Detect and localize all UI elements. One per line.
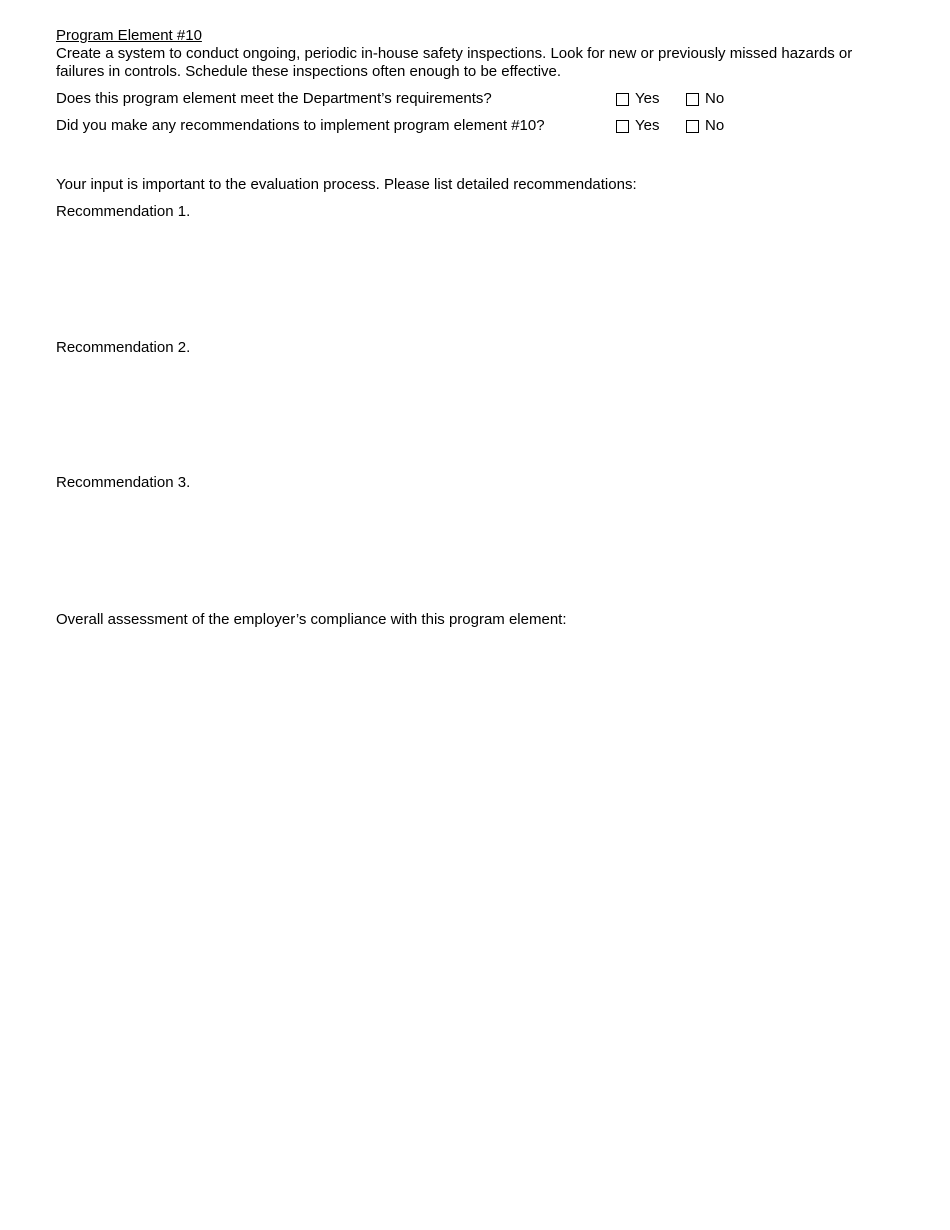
question-row-recommendations [56, 116, 896, 136]
question-row-requirements [56, 89, 896, 109]
description-line-1: Create a system to conduct ongoing, periodic in-house safety inspections. Look for new or previously missed hazards or [56, 45, 853, 62]
no-label: No [705, 117, 725, 134]
choice-no[interactable] [686, 89, 724, 109]
question-text: Does this program element meet the Department’s requirements? [56, 90, 492, 107]
program-element-description [56, 45, 896, 81]
program-element-heading: Program Element #10 [56, 27, 202, 44]
question-text: Did you make any recommendations to implement program element #10? [56, 117, 545, 134]
yes-checkbox[interactable] [616, 120, 629, 133]
choice-yes[interactable] [616, 89, 659, 109]
recommendations-intro: Your input is important to the evaluation process. Please list detailed recommendations: [56, 176, 637, 193]
form-page [56, 27, 896, 628]
choice-yes[interactable] [616, 116, 659, 136]
no-checkbox[interactable] [686, 120, 699, 133]
description-line-2: failures in controls. Schedule these inspections often enough to be effective. [56, 63, 562, 80]
choice-no[interactable] [686, 116, 724, 136]
recommendation-1-label: Recommendation 1. [56, 203, 191, 220]
no-label: No [705, 90, 725, 107]
no-checkbox[interactable] [686, 93, 699, 106]
yes-checkbox[interactable] [616, 93, 629, 106]
recommendation-2-label: Recommendation 2. [56, 339, 191, 356]
yes-label: Yes [635, 117, 660, 134]
yes-label: Yes [635, 90, 660, 107]
recommendation-3-label: Recommendation 3. [56, 474, 191, 491]
overall-assessment-label: Overall assessment of the employer’s compliance with this program element: [56, 611, 567, 628]
